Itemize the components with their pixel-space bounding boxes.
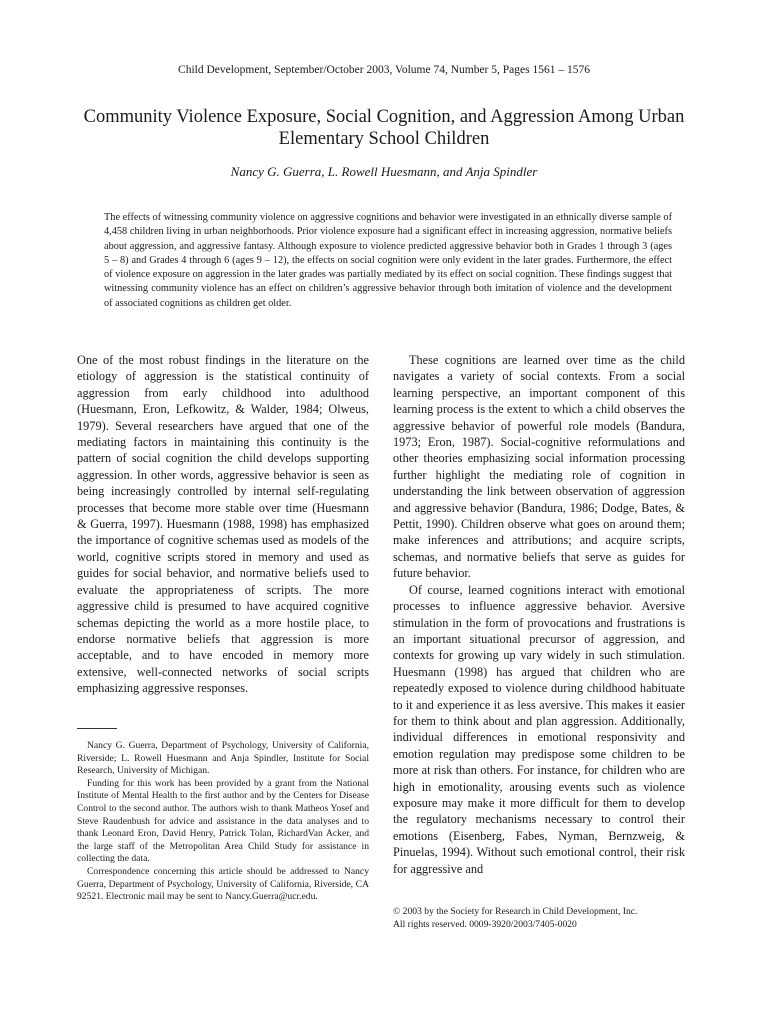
copyright-line: © 2003 by the Society for Research in Child Development, Inc. — [393, 906, 638, 917]
body-paragraph: These cognitions are learned over time as the child navigates a variety of social contexts. From a social learning perspective, an important component of this learning process is the extent to which a child observes the aggressive behavior of powerful role models (Bandura, 1973; Eron, 1987). Social-cognitive reformulations and other theories emphasizing social information processing further highlight the mediating role of cognition in understanding the link between observation of aggression and aggressive behavior (Bandura, 1986; Dodge, Bates, & Pettit, 1990). Children observe what goes on around them; make inferences and attributions; and acquire scripts, schemas, and normative beliefs that serve as guides for future behavior. — [393, 353, 685, 581]
body-paragraph: One of the most robust findings in the literature on the etiology of aggression is the statistical continuity of aggression from early childhood into adulthood (Huesmann, Eron, Lefkowitz, & Walder, 1984; Olweus, 1979). Several researchers have argued that one of the mediating factors in maintaining this continuity is the pattern of social cognition the child develops supporting aggression. In other words, aggressive behavior is seen as being increasingly controlled by internal self-regulating processes that become more stable over time (Huesmann & Guerra, 1997). Huesmann (1988, 1998) has emphasized the importance of cognitive schemas used as models of the world, cognitive scripts stored in memory and used as guides for social behavior, and normative beliefs used to evaluate the appropriateness of scripts. The more aggressive child is presumed to have acquired cognitive schemas depicting the world as a more hostile place, to endorse normative beliefs that aggression is more acceptable, and to have encoded in memory more extensive, well-connected networks of social scripts emphasizing aggressive responses. — [77, 353, 369, 696]
footnote-correspondence: Correspondence concerning this article should be addressed to Nancy Guerra, Department of Psychology, University of California, Riverside, CA 92521. Electronic mail may be sent to Nancy.Guerra@ucr.edu. — [77, 865, 369, 903]
journal-citation: Child Development, September/October 2003, Volume 74, Number 5, Pages 1561 – 1576 — [178, 64, 590, 76]
footnote-funding: Funding for this work has been provided by a grant from the National Institute of Mental Health to the first author and by the Centers for Disease Control to the second author. The authors wish to thank Matheos Yosef and Steve Raudenbush for advice and assistance in the data analyses and to thank Leonard Eron, David Henry, Patrick Tolan, RichardVan Acker, and the large staff of the Metropolitan Area Child Study for assistance in collecting the data. — [77, 777, 369, 865]
copyright-notice — [393, 906, 693, 931]
footnote-divider — [77, 728, 117, 729]
abstract: The effects of witnessing community violence on aggressive cognitions and behavior were investigated in an ethnically diverse sample of 4,458 children living in urban neighborhoods. Prior violence exposure had a significant effect in increasing aggression, normative beliefs about aggression, and aggressive fantasy. Although exposure to violence predicted aggressive behavior both in Grades 1 through 3 (ages 5 – 8) and Grades 4 through 6 (ages 9 – 12), the effects on social cognition were only evident in the later grades. Furthermore, the effect of violence exposure on aggression in the later grades was partially mediated by its effect on social cognition. These findings suggest that witnessing community violence has an effect on children’s aggressive behavior through both imitation of violence and the development of associated cognitions as children get older. — [104, 212, 672, 309]
article-authors: Nancy G. Guerra, L. Rowell Huesmann, and Anja Spindler — [230, 164, 538, 179]
footnotes — [77, 740, 369, 904]
footnote-affiliation: Nancy G. Guerra, Department of Psychology, University of California, Riverside; L. Rowell Huesmann and Anja Spindler, Institute for Social Research, University of Michigan. — [77, 740, 369, 777]
article-title: Community Violence Exposure, Social Cognition, and Aggression Among Urban Elementary School Children — [83, 107, 685, 149]
body-column-right — [393, 352, 685, 877]
rights-line: All rights reserved. 0009-3920/2003/7405-0020 — [393, 918, 577, 930]
body-paragraph: Of course, learned cognitions interact with emotional processes to influence aggressive behavior. Aversive stimulation in the form of provocations and frustrations is an important situational precursor of aggression, and contexts for growing up vary widely in such stimulation. Huesmann (1998) has argued that children who are repeatedly exposed to violence during childhood habituate to it and experience it as less aversive. This makes it easier for them to think about and plan aggression. Additionally, individual differences in emotional responsivity and emotion regulation may predispose some children to be more at risk than others. For instance, for children who are high in emotionality, arousing events such as violence exposure may make it more difficult for them to develop the regulatory mechanisms necessary to control their emotions (Eisenberg, Fabes, Nyman, Bernzweig, & Pinuelas, 1994). Without such emotional control, their risk for aggressive and — [393, 582, 685, 876]
body-column-left — [77, 352, 369, 697]
